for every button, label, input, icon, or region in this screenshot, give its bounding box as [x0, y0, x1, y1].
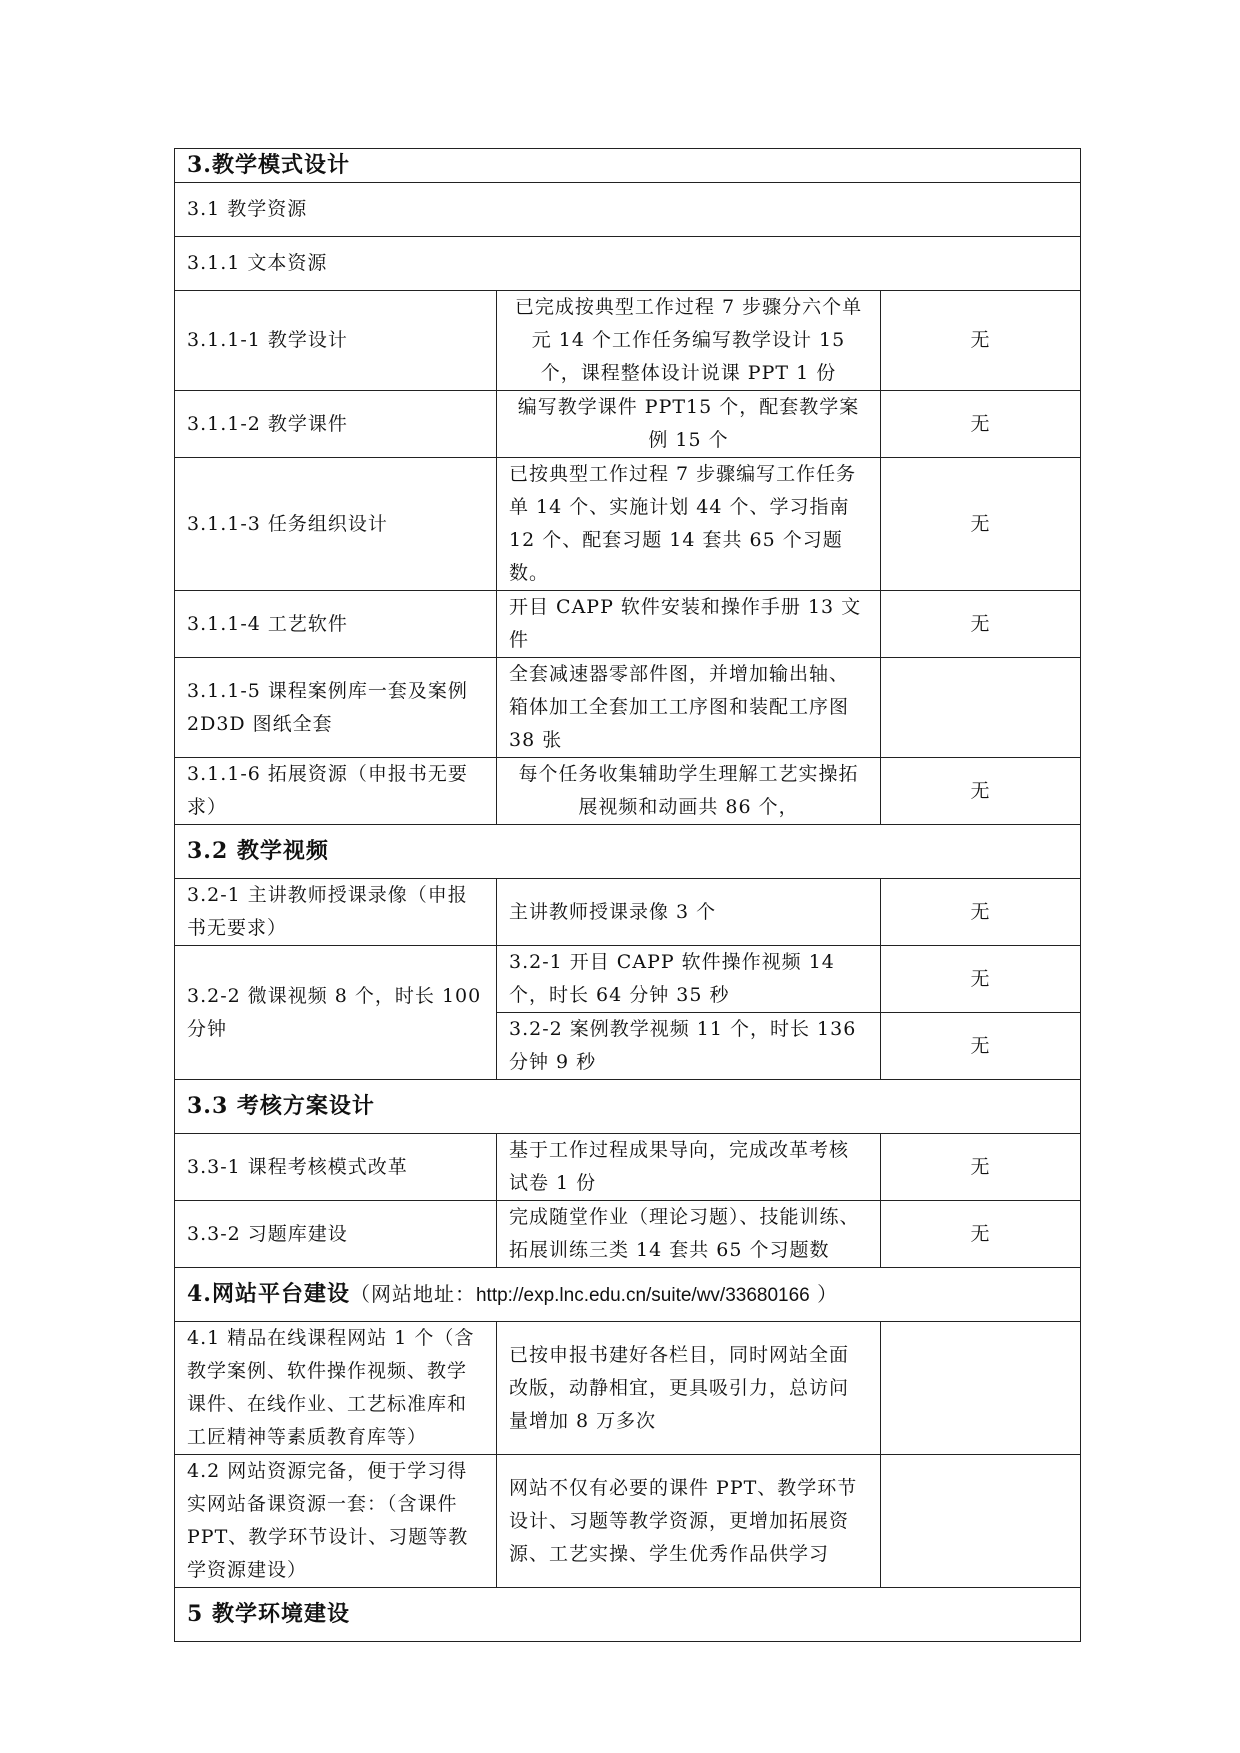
status-cell — [881, 1455, 1081, 1588]
desc-cell: 开目 CAPP 软件安装和操作手册 13 文件 — [497, 591, 881, 658]
table-row — [175, 758, 1081, 825]
section-heading — [175, 1268, 1081, 1322]
status-cell: 无 — [881, 1013, 1081, 1080]
status-cell: 无 — [881, 1201, 1081, 1268]
section-heading: 3.3 考核方案设计 — [175, 1080, 1081, 1134]
desc-cell: 网站不仅有必要的课件 PPT、教学环节设计、习题等教学资源，更增加拓展资源、工艺实操、学生优秀作品供学习 — [497, 1455, 881, 1588]
url-note-suffix: ） — [809, 1281, 839, 1306]
table-row — [175, 1455, 1081, 1588]
item-cell: 3.2-2 微课视频 8 个，时长 100 分钟 — [175, 946, 497, 1080]
desc-cell: 完成随堂作业（理论习题）、技能训练、拓展训练三类 14 套共 65 个习题数 — [497, 1201, 881, 1268]
desc-cell: 已按典型工作过程 7 步骤编写工作任务单 14 个、实施计划 44 个、学习指南 12 个、配套习题 14 套共 65 个习题数。 — [497, 458, 881, 591]
status-cell: 无 — [881, 591, 1081, 658]
table-row — [175, 391, 1081, 458]
status-cell: 无 — [881, 458, 1081, 591]
table-row — [175, 879, 1081, 946]
desc-cell: 3.2-1 开目 CAPP 软件操作视频 14 个，时长 64 分钟 35 秒 — [497, 946, 881, 1013]
desc-cell: 已按申报书建好各栏目，同时网站全面改版，动静相宜，更具吸引力，总访问量增加 8 万多次 — [497, 1322, 881, 1455]
item-cell: 3.3-2 习题库建设 — [175, 1201, 497, 1268]
url-note-prefix: （网站地址： — [349, 1281, 476, 1306]
status-cell: 无 — [881, 291, 1081, 391]
subsection-heading: 3.1 教学资源 — [175, 183, 1081, 237]
section-title: 4.网站平台建设 — [187, 1280, 350, 1307]
status-cell — [881, 658, 1081, 758]
subsection-row — [175, 237, 1081, 291]
table-row — [175, 458, 1081, 591]
desc-cell: 3.2-2 案例教学视频 11 个，时长 136 分钟 9 秒 — [497, 1013, 881, 1080]
desc-cell: 基于工作过程成果导向，完成改革考核试卷 1 份 — [497, 1134, 881, 1201]
resource-table — [174, 148, 1081, 1642]
status-cell: 无 — [881, 946, 1081, 1013]
section-row — [175, 1080, 1081, 1134]
item-cell: 3.1.1-4 工艺软件 — [175, 591, 497, 658]
status-cell: 无 — [881, 758, 1081, 825]
section-row — [175, 825, 1081, 879]
section-row — [175, 1588, 1081, 1642]
status-cell — [881, 1322, 1081, 1455]
subsection-row — [175, 183, 1081, 237]
section-heading: 3.2 教学视频 — [175, 825, 1081, 879]
item-cell: 4.2 网站资源完备，便于学习得实网站备课资源一套：（含课件 PPT、教学环节设计、习题等教学资源建设） — [175, 1455, 497, 1588]
table-row — [175, 946, 1081, 1013]
table-row — [175, 591, 1081, 658]
item-cell: 3.2-1 主讲教师授课录像（申报书无要求） — [175, 879, 497, 946]
desc-cell: 主讲教师授课录像 3 个 — [497, 879, 881, 946]
table-row — [175, 658, 1081, 758]
status-cell: 无 — [881, 1134, 1081, 1201]
table-row — [175, 1201, 1081, 1268]
table-row — [175, 291, 1081, 391]
desc-cell: 编写教学课件 PPT15 个，配套教学案例 15 个 — [497, 391, 881, 458]
desc-cell: 全套减速器零部件图，并增加输出轴、箱体加工全套加工工序图和装配工序图 38 张 — [497, 658, 881, 758]
section-row — [175, 1268, 1081, 1322]
subsection-heading: 3.1.1 文本资源 — [175, 237, 1081, 291]
status-cell: 无 — [881, 391, 1081, 458]
section-heading: 3.教学模式设计 — [175, 149, 1081, 183]
item-cell: 3.1.1-5 课程案例库一套及案例 2D3D 图纸全套 — [175, 658, 497, 758]
table-row — [175, 1322, 1081, 1455]
item-cell: 3.1.1-1 教学设计 — [175, 291, 497, 391]
table-row — [175, 1134, 1081, 1201]
desc-cell: 已完成按典型工作过程 7 步骤分六个单元 14 个工作任务编写教学设计 15 个，课程整体设计说课 PPT 1 份 — [497, 291, 881, 391]
status-cell: 无 — [881, 879, 1081, 946]
item-cell: 3.1.1-6 拓展资源（申报书无要求） — [175, 758, 497, 825]
item-cell: 3.1.1-2 教学课件 — [175, 391, 497, 458]
website-url-link[interactable]: http://exp.lnc.edu.cn/suite/wv/33680166 — [475, 1284, 810, 1306]
item-cell: 4.1 精品在线课程网站 1 个（含教学案例、软件操作视频、教学课件、在线作业、工艺标准库和工匠精神等素质教育库等） — [175, 1322, 497, 1455]
section-row — [175, 149, 1081, 183]
section-heading: 5 教学环境建设 — [175, 1588, 1081, 1642]
item-cell: 3.3-1 课程考核模式改革 — [175, 1134, 497, 1201]
item-cell: 3.1.1-3 任务组织设计 — [175, 458, 497, 591]
desc-cell: 每个任务收集辅助学生理解工艺实操拓展视频和动画共 86 个， — [497, 758, 881, 825]
